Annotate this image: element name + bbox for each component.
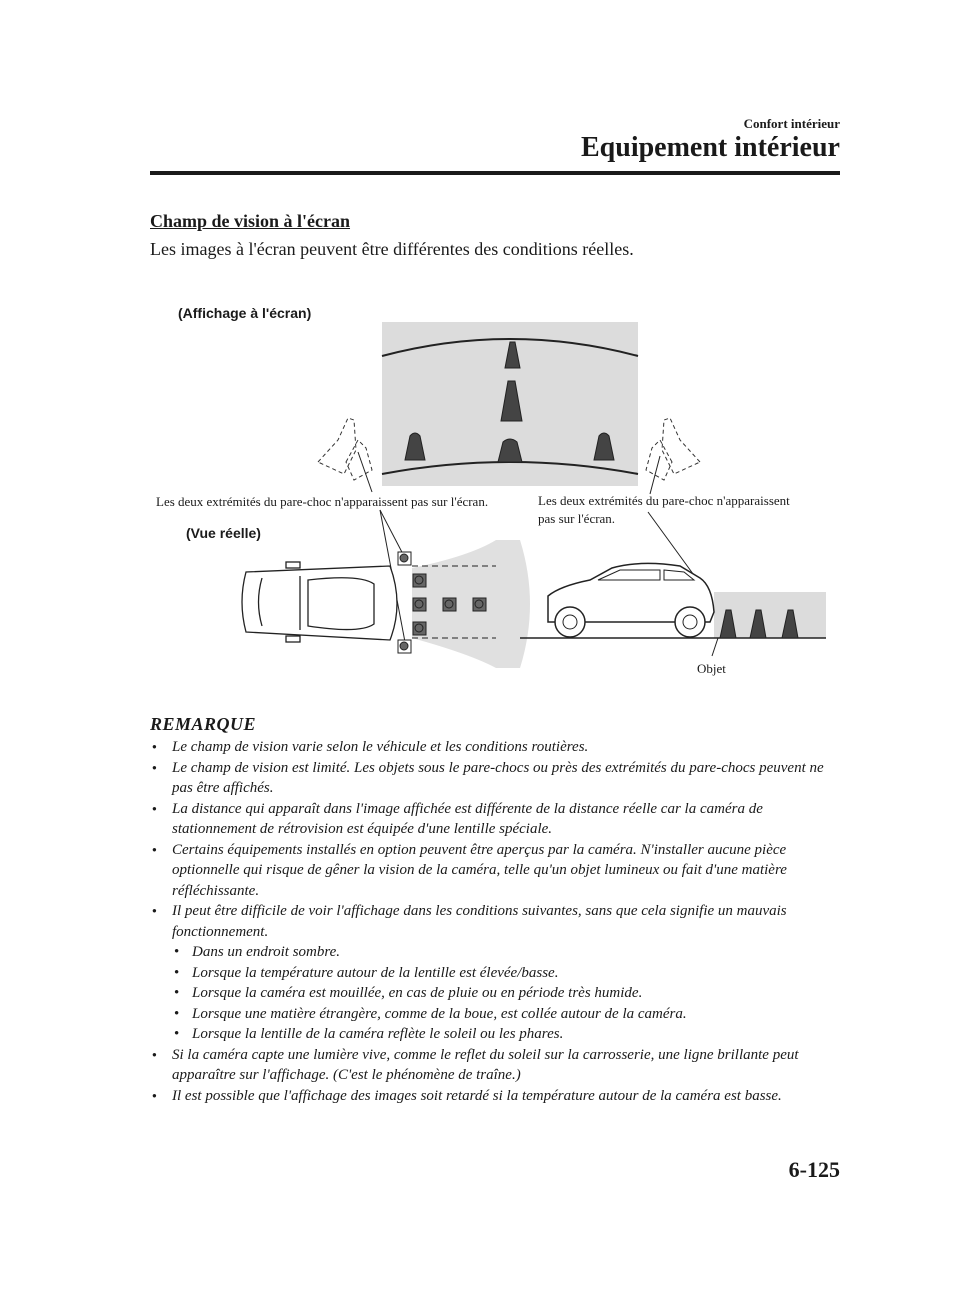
right-callout-line-2: pas sur l'écran.	[538, 511, 616, 526]
note-sublist	[172, 942, 842, 1045]
note-subitem: • Lorsque la lentille de la caméra reflète le soleil ou les phares.	[172, 1024, 842, 1045]
note-item-text: Il peut être difficile de voir l'affichage dans les conditions suivantes, sans que cela signifie un mauvais fonctionnement.	[172, 903, 787, 940]
intro-paragraph: Les images à l'écran peuvent être différentes des conditions réelles.	[150, 239, 634, 259]
right-callout-line-1: Les deux extrémités du pare-choc n'apparaissent	[538, 493, 790, 508]
note-subitem: • Dans un endroit sombre.	[172, 942, 842, 963]
screen-display-illustration	[318, 322, 700, 486]
screen-view-label: (Affichage à l'écran)	[178, 305, 312, 321]
note-subitem: • Lorsque la caméra est mouillée, en cas de pluie ou en période très humide.	[172, 983, 842, 1004]
left-bumper-callout: Les deux extrémités du pare-choc n'apparaissent pas sur l'écran.	[156, 494, 489, 509]
note-item-with-subitems	[152, 901, 842, 1045]
car-top-view	[242, 562, 397, 642]
section-title: Equipement intérieur	[581, 132, 840, 163]
car-side-view	[520, 563, 826, 638]
note-title: REMARQUE	[150, 714, 257, 734]
note-item: ● Certains équipements installés en option peuvent être aperçus par la caméra. N'installer aucune pièce optionnelle qui risque de gêner la vision de la caméra, telle qu'un objet lumineux ou fait d'une matière réfléchissante.	[152, 840, 842, 902]
object-label: Objet	[697, 661, 726, 676]
note-item: ● Si la caméra capte une lumière vive, comme le reflet du soleil sur la carrosserie, une ligne brillante peut apparaître sur l'affichage. (C'est le phénomène de traîne.)	[152, 1045, 842, 1086]
note-item: ● Le champ de vision varie selon le véhicule et les conditions routières.	[152, 737, 842, 758]
note-subitem: • Lorsque une matière étrangère, comme de la boue, est collée autour de la caméra.	[172, 1004, 842, 1025]
page-number: 6-125	[788, 1157, 840, 1182]
note-item: ● Il est possible que l'affichage des images soit retardé si la température autour de la caméra est basse.	[152, 1086, 842, 1107]
note-list	[152, 737, 842, 1106]
note-subitem: • Lorsque la température autour de la lentille est élevée/basse.	[172, 963, 842, 984]
subsection-heading: Champ de vision à l'écran	[150, 211, 351, 231]
real-view-label: (Vue réelle)	[186, 525, 261, 541]
note-item: ● La distance qui apparaît dans l'image affichée est différente de la distance réelle car la caméra de stationnement de rétrovision est équipée d'une lentille spéciale.	[152, 799, 842, 840]
note-item: ● Le champ de vision est limité. Les objets sous le pare-chocs ou près des extrémités du pare-chocs peuvent ne pas être affichés.	[152, 758, 842, 799]
chapter-title: Confort intérieur	[743, 116, 840, 131]
